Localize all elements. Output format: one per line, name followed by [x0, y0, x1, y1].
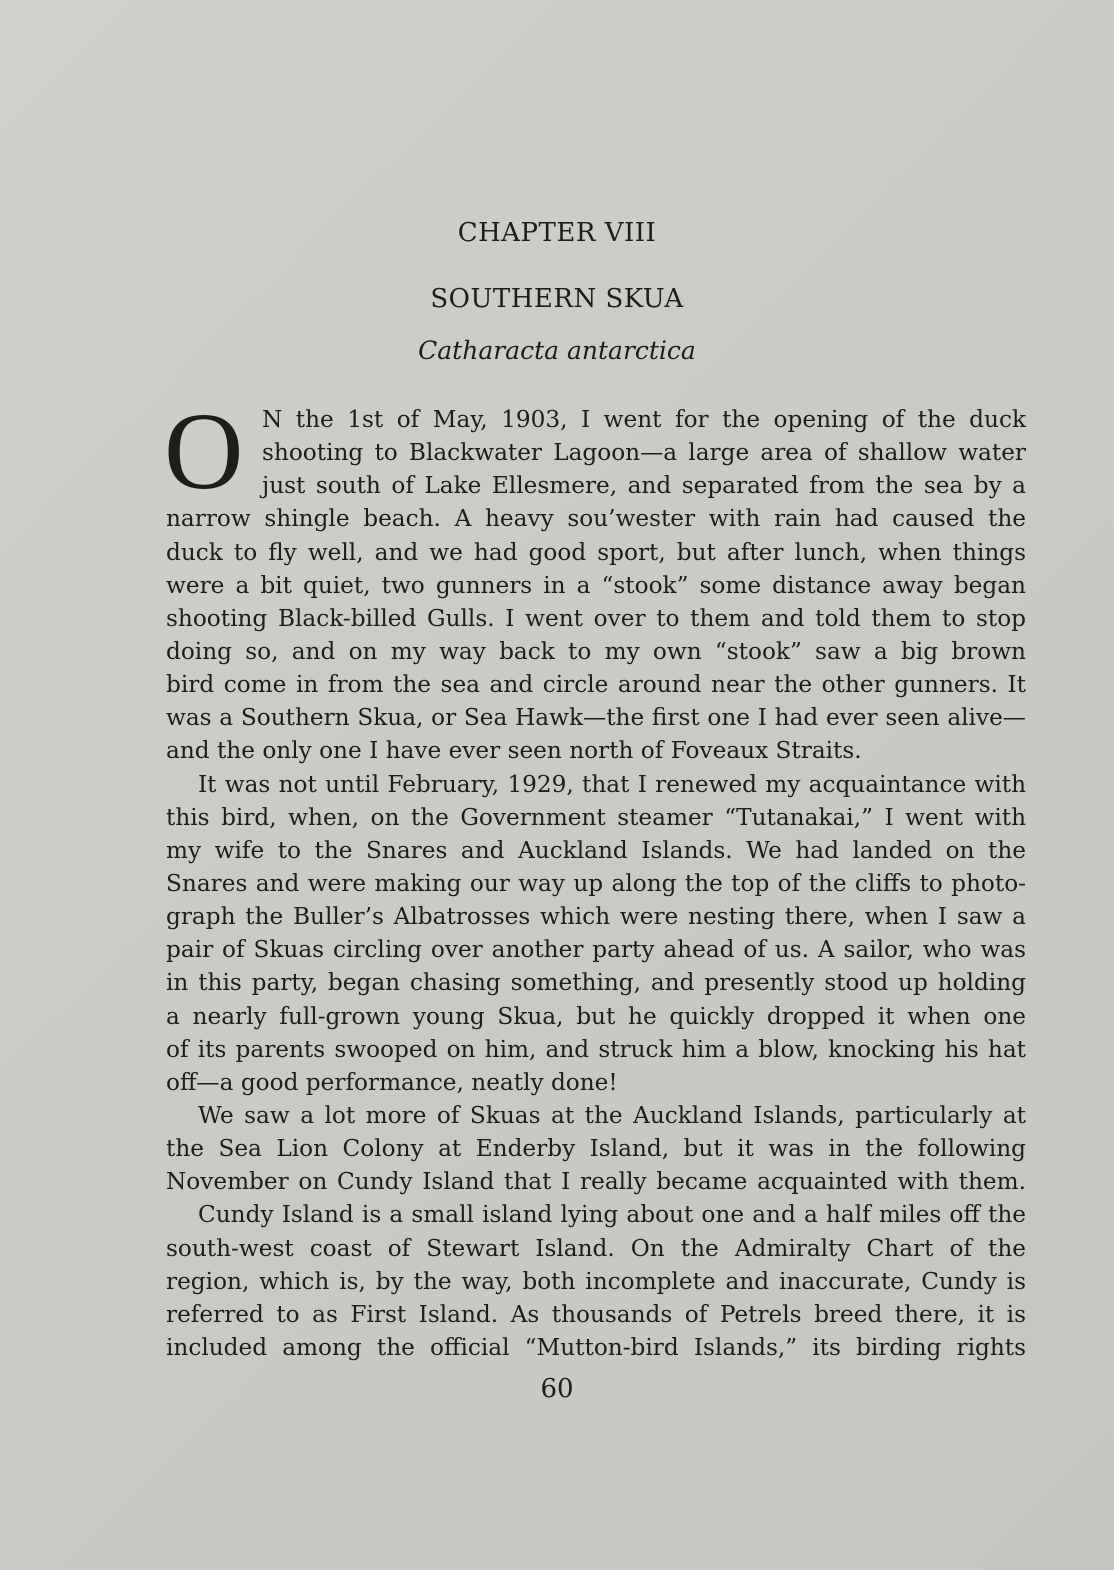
text-line: a nearly full-grown young Skua, but he quickly dropped it when one: [166, 1002, 1026, 1030]
text-line: included among the official “Mutton-bird Islands,” its birding rights: [166, 1333, 1026, 1361]
text-line: off—a good performance, neatly done!: [166, 1068, 618, 1096]
paragraph-1: [164, 390, 1026, 768]
text-line: my wife to the Snares and Auckland Islands. We had landed on the: [166, 836, 1026, 864]
text-line: doing so, and on my way back to my own “stook” saw a big brown: [166, 637, 1026, 665]
text-line: were a bit quiet, two gunners in a “stook” some distance away began: [166, 571, 1026, 599]
text-line: in this party, began chasing something, and presently stood up holding: [166, 969, 1026, 997]
text-line: the Sea Lion Colony at Enderby Island, but it was in the following: [166, 1135, 1026, 1163]
text-line: We saw a lot more of Skuas at the Auckland Islands, particularly at: [198, 1101, 1026, 1129]
text-line: just south of Lake Ellesmere, and separated from the sea by a: [262, 472, 1026, 500]
text-line: south-west coast of Stewart Island. On the Admiralty Chart of the: [166, 1234, 1026, 1262]
paragraph-3: [166, 1099, 1026, 1198]
scientific-name: Catharacta antarctica: [418, 336, 696, 365]
text-line: this bird, when, on the Government steamer “Tutanakai,” I went with: [166, 803, 1026, 831]
text-line: pair of Skuas circling over another party ahead of us. A sailor, who was: [166, 936, 1026, 964]
drop-cap: O: [164, 390, 244, 512]
text-line: referred to as First Island. As thousands of Petrels breed there, it is: [166, 1300, 1026, 1328]
text-line: region, which is, by the way, both incomplete and inaccurate, Cundy is: [166, 1267, 1026, 1295]
text-line: shooting to Blackwater Lagoon—a large area of shallow water: [262, 439, 1026, 467]
text-line: of its parents swooped on him, and struck him a blow, knocking his hat: [166, 1035, 1026, 1063]
text-line: duck to fly well, and we had good sport, but after lunch, when things: [166, 538, 1026, 566]
chapter-label: CHAPTER VIII: [457, 218, 657, 248]
text-line: shooting Black-billed Gulls. I went over to them and told them to stop: [166, 604, 1026, 632]
text-line: bird come in from the sea and circle around near the other gunners. It: [166, 671, 1026, 699]
page-number: 60: [540, 1374, 574, 1404]
text-line: November on Cundy Island that I really became acquainted with them.: [166, 1168, 1026, 1196]
chapter-title: SOUTHERN SKUA: [430, 284, 684, 314]
text-line: was a Southern Skua, or Sea Hawk—the first one I had ever seen alive—: [166, 704, 1026, 732]
text-line: Cundy Island is a small island lying about one and a half miles off the: [198, 1201, 1026, 1229]
text-line: and the only one I have ever seen north of Foveaux Straits.: [166, 737, 862, 765]
body-text: [164, 390, 1026, 1364]
paragraph-2: [166, 768, 1026, 1099]
text-line: narrow shingle beach. A heavy sou’wester with rain had caused the: [166, 505, 1026, 533]
text-line: graph the Buller’s Albatrosses which were nesting there, when I saw a: [166, 903, 1026, 931]
text-line: It was not until February, 1929, that I renewed my acquaintance with: [198, 770, 1026, 798]
text-line: Snares and were making our way up along the top of the cliffs to photo-: [166, 869, 1026, 897]
paragraph-4: [166, 1198, 1026, 1364]
text-line: N the 1st of May, 1903, I went for the opening of the duck: [262, 406, 1026, 433]
